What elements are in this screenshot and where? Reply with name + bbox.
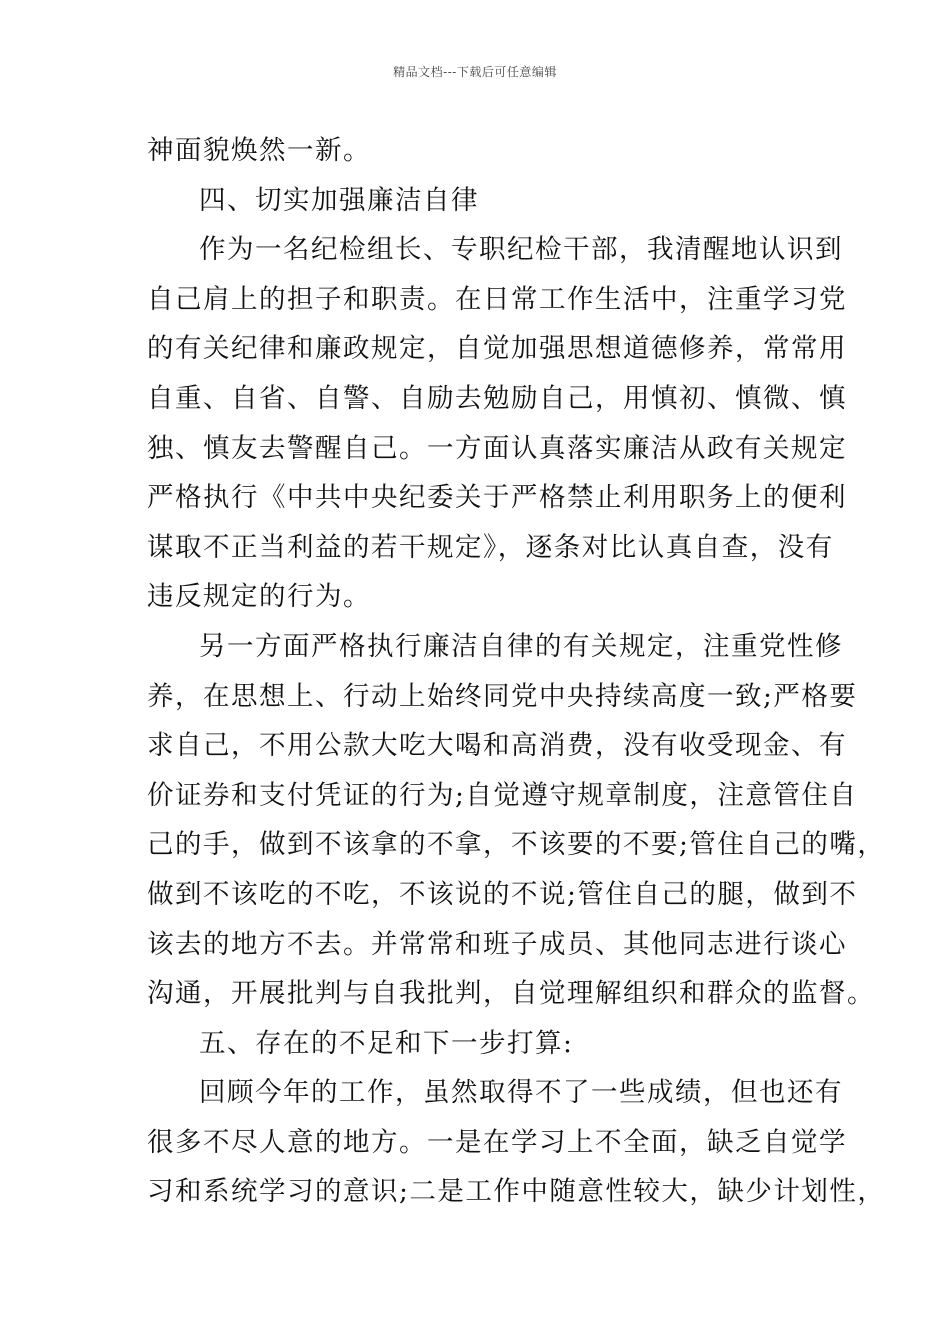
text-line: 违反规定的行为。 [147,581,371,613]
text-line: 另一方面严格执行廉洁自律的有关规定，注重党性修 [199,630,843,662]
page-header: 精品文档---下载后可任意编辑 [393,65,557,79]
text-line: 自己肩上的担子和职责。在日常工作生活中，注重学习党 [147,283,847,315]
section-heading: 四、切实加强廉洁自律 [199,184,479,216]
text-line: 作为一名纪检组长、专职纪检干部，我清醒地认识到 [199,234,843,266]
text-line: 严格执行《中共中央纪委关于严格禁止利用职务上的便利 [147,482,847,514]
text-line: 很多不尽人意的地方。一是在学习上不全面，缺乏自觉学 [147,1126,847,1158]
section-heading: 五、存在的不足和下一步打算: [199,1027,574,1059]
text-line: 沟通，开展批判与自我批判，自觉理解组织和群众的监督。 [147,978,875,1010]
text-line: 独、慎友去警醒自己。一方面认真落实廉洁从政有关规定 [147,432,847,464]
text-line: 求自己，不用公款大吃大喝和高消费，没有收受现金、有 [147,730,847,762]
text-line: 谋取不正当利益的若干规定》，逐条对比认真自查，没有 [147,531,834,563]
text-line: 做到不该吃的不吃，不该说的不说;管住自己的腿，做到不 [147,878,858,910]
text-line: 己的手，做到不该拿的不拿，不该要的不要;管住自己的嘴， [147,829,886,861]
text-line: 自重、自省、自警、自励去勉励自己，用慎初、慎微、慎 [147,382,847,414]
text-line: 养，在思想上、行动上始终同党中央持续高度一致;严格要 [147,680,858,712]
text-line: 习和系统学习的意识;二是工作中随意性较大，缺少计划性， [147,1176,886,1208]
text-line: 神面貌焕然一新。 [147,135,371,166]
text-line: 回顾今年的工作，虽然取得不了一些成绩，但也还有 [199,1077,843,1109]
text-line: 的有关纪律和廉政规定，自觉加强思想道德修养，常常用 [147,333,847,365]
text-line: 价证券和支付凭证的行为;自觉遵守规章制度，注意管住自 [147,779,858,811]
document-body [147,126,886,1217]
text-line: 该去的地方不去。并常常和班子成员、其他同志进行谈心 [147,928,847,960]
